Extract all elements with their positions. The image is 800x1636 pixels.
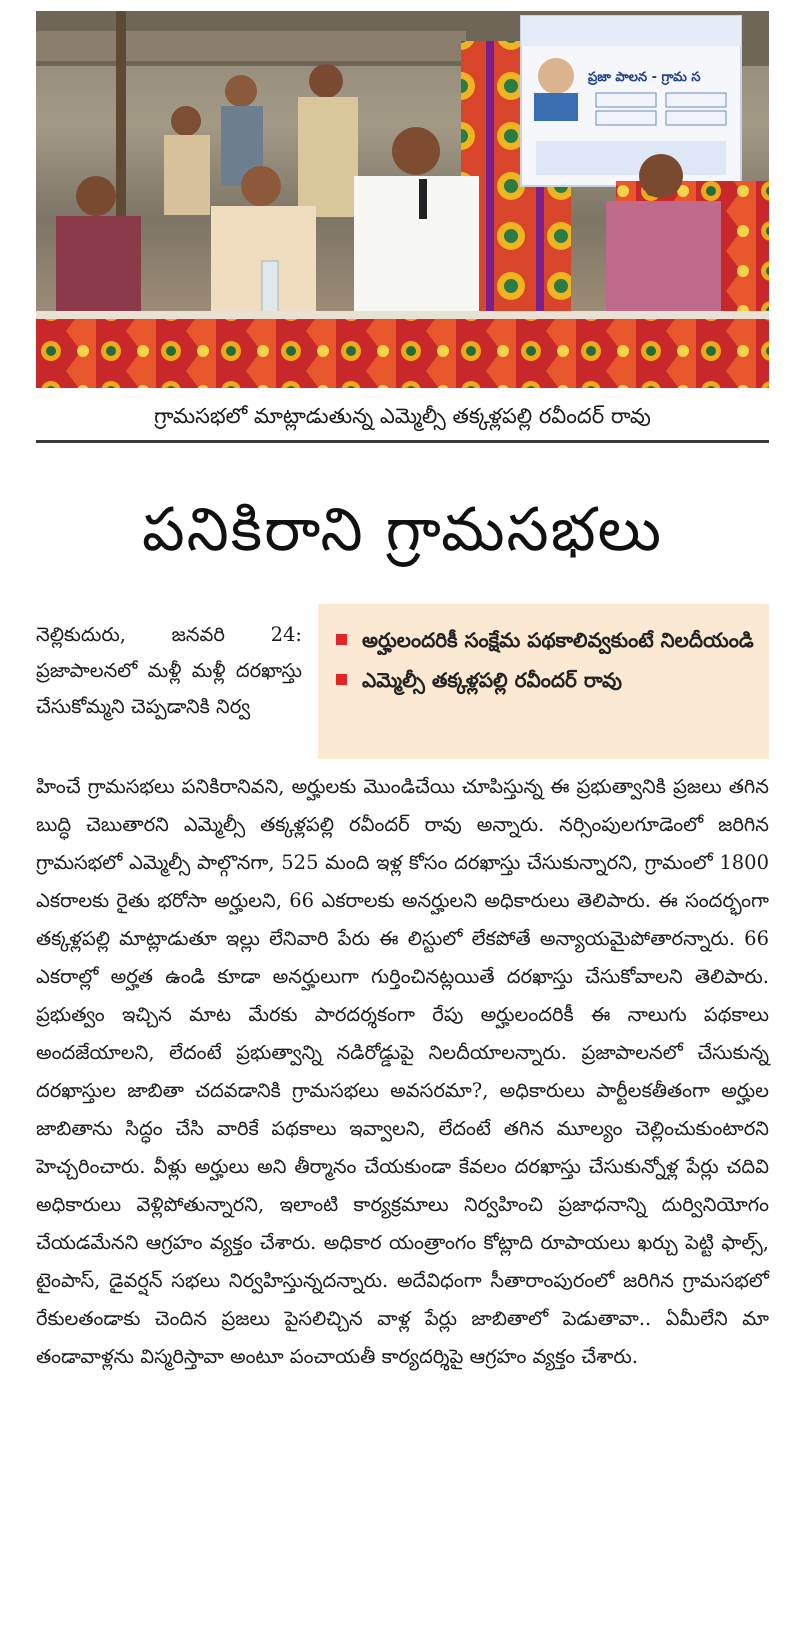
article-body-text: హించే గ్రామసభలు పనికిరానివని, అర్హులకు మొండిచేయి చూపిస్తున్న ఈ ప్రభుత్వానికి ప్రజలు తగిన బుద్ధి చెబుతారని ఎమ్మెల్సీ తక్కళ్లపల్లి రవీందర్ రావు అన్నారు. నర్సింపులగూడెంలో జరిగిన గ్రామసభలో ఎమ్మెల్సీ పాల్గొనగా, 525 మంది ఇళ్ల కోసం దరఖాస్తు చేసుకున్నారని, గ్రామంలో 1800 ఎకరాలకు రైతు భరోసా అర్హులని, 66 ఎకరాలకు అనర్హులని అధికారులు తెలిపారు. ఈ సందర్భంగా తక్కళ్లపల్లి మాట్లాడుతూ ఇల్లు లేనివారి పేరు ఈ లిస్టులో లేకపోతే అన్యాయమైపోతారన్నారు. 66 ఎకరాల్లో అర్హత ఉండి కూడా అనర్హులుగా గుర్తించినట్లయితే దరఖాస్తు చేసుకోవాలని తెలిపారు. ప్రభుత్వం ఇచ్చిన మాట మేరకు పారదర్శకంగా రేపు అర్హులందరికీ ఈ నాలుగు పథకాలు అందజేయాలని, లేదంటే ప్రభుత్వాన్ని నడిరోడ్డుపై నిలదీయాలన్నారు. ప్రజాపాలనలో చేసుకున్న దరఖాస్తుల జాబితా చదవడానికి గ్రామసభలు అవసరమా?, అధికారులు పార్టీలకతీతంగా అర్హుల జాబితాను సిద్ధం చేసి వారికే పథకాలు ఇవ్వాలని, లేదంటే తగిన మూల్యం చెల్లించుకుంటారని హెచ్చరించారు. వీళ్లు అర్హులు అని తీర్మానం చేయకుండా కేవలం దరఖాస్తు చేసుకున్నోళ్ల పేర్లు చదివి అధికారులు వెళ్లిపోతున్నారని, ఇలాంటి కార్యక్రమాలు నిర్వహించి ప్రజాధనాన్ని దుర్వినియోగం చేయడమేనని ఆగ్రహం వ్యక్తం చేశారు. అధికార యంత్రాంగం కోట్లాది రూపాయలు ఖర్చు పెట్టి ఫాల్స్, టైంపాస్, డైవర్షన్ సభలు నిర్వహిస్తున్నదన్నారు. అదేవిధంగా సీతారాంపురంలో జరిగిన గ్రామసభలో రేకులతండాకు చెందిన ప్రజలు పైసలిచ్చిన వాళ్ల పేర్లు జాబితాలో పెడుతావా.. ఏమీలేని మా తండావాళ్లను విస్మరిస్తావా అంటూ పంచాయతీ కార్యదర్శిపై ఆగ్రహం వ్యక్తం చేశారు. — [36, 775, 769, 1368]
highlight-text: అర్హులందరికీ సంక్షేమ పథకాలివ్వకుంటే నిలదీయండి — [362, 628, 754, 652]
article-intro-column: నెల్లికుదురు, జనవరి 24: ప్రజాపాలనలో మళ్లీ మళ్లీ దరఖాస్తు చేసుకోమ్మని చెప్పడానికి నిర్వ — [36, 623, 302, 718]
article-body — [36, 768, 769, 1628]
highlight-text: ఎమ్మెల్సీ తక్కళ్లపల్లి రవీందర్ రావు — [362, 668, 622, 692]
photo-caption: గ్రామసభలో మాట్లాడుతున్న ఎమ్మెల్సీ తక్కళ్లపల్లి రవీందర్ రావు — [36, 398, 769, 443]
square-bullet-icon — [336, 634, 347, 645]
meeting-scene-illustration — [36, 11, 769, 388]
highlight-item — [336, 662, 757, 698]
square-bullet-icon — [336, 674, 347, 685]
banner-text: ప్రజా పాలన - గ్రామ స — [588, 70, 701, 85]
news-photo — [36, 11, 769, 388]
headline: పనికిరాని గ్రామసభలు — [142, 495, 663, 565]
highlight-item — [336, 622, 757, 658]
highlight-box — [318, 604, 769, 759]
